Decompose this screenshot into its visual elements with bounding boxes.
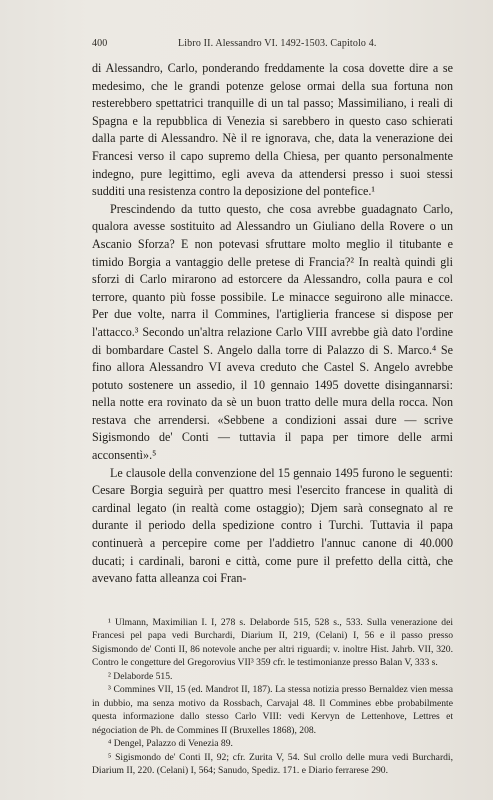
- footnote-2: ² Delaborde 515.: [108, 670, 173, 682]
- running-title: Libro II. Alessandro VI. 1492-1503. Capitolo 4.: [178, 38, 377, 49]
- footnote-5: ⁵ Sigismondo de' Conti II, 92; cfr. Zurita V, 54. Sul crollo delle mura vedi Burchardi, Diarium II, 220. (Celani) I, 564; Sanudo, Spediz. 171. e Diario ferrarese 290.: [92, 751, 453, 777]
- paragraph-1: di Alessandro, Carlo, ponderando freddamente la cosa dovette dire a se medesimo, che le grandi potenze gelose ormai della sua fortuna non resterebbero spettatrici tranquille di un tal passo; Massimiliano, i reali di Spagna e la repubblica di Venezia si sarebbero in questo caso schierati dalla parte di Alessandro. Nè il re ignorava, che, data la venerazione dei Francesi verso il capo supremo della Chiesa, per quanto personalmente indegno, pure legittimo, egli aveva da attendersi presso i suoi stessi sudditi una resistenza contro la deposizione del pontefice.¹: [92, 61, 453, 199]
- main-text: [92, 60, 453, 588]
- paragraph-3: Le clausole della convenzione del 15 gennaio 1495 furono le seguenti: Cesare Borgia seguirà per quattro mesi l'esercito francese in qualità di cardinal legato (in realtà come ostaggio); Djem sarà consegnato al re durante il periodo della spedizione contro i Turchi. Tuttavia il papa continuerà a percepire come per l'addietro l'annuc canone di 40.000 ducati; i cardinali, baroni e città, come pure il prefetto della città, che avevano fatta alleanza coi Fran-: [92, 465, 453, 586]
- footnotes: [92, 616, 453, 778]
- running-head: [92, 38, 453, 60]
- footnote-1: ¹ Ulmann, Maximilian I. I, 278 s. Delaborde 515, 528 s., 533. Sulla venerazione dei Francesi pel papa vedi Burchardi, Diarium II, 219, (Celani) I, 56 e il passo presso Sigismondo de' Conti II, 86 notevole anche per altri riguardi; v. inoltre Hist. Jahrb. VII, 320. Contro le congetture del Gregorovius VII³ 359 cfr. le testimonianze presso Balan V, 333 s.: [92, 616, 453, 669]
- page-number: 400: [92, 38, 108, 49]
- paragraph-2: Prescindendo da tutto questo, che cosa avrebbe guadagnato Carlo, qualora avesse sostituito ad Alessandro un Giuliano della Rovere o un Ascanio Sforza? E non potevasi sfruttare molto meglio il titubante e timido Borgia a vantaggio delle pretese di Francia?² In realtà quindi gli sforzi di Carlo mirarono ad estorcere da Alessandro, colla paura e col terrore, quanto più fosse possibile. Le minacce seguirono alle minacce. Per due volte, narra il Commines, l'artiglieria francese si dispose per l'attacco.³ Secondo un'altra relazione Carlo VIII avrebbe già dato l'ordine di bombardare Castel S. Angelo dalla torre di Palazzo di S. Marco.⁴ Se fino allora Alessandro VI aveva creduto che Castel S. Angelo avrebbe potuto sostenere un assedio, il 10 gennaio 1495 dovette disingannarsi: nella notte era rovinato da sè un buon tratto delle mura della rocca. Non restava che arrendersi. «Sebbene a condizioni assai dure — scrive Sigismondo de' Conti — tuttavia il papa per timore delle armi acconsentì».⁵: [92, 201, 453, 463]
- footnote-4: ⁴ Dengel, Palazzo di Venezia 89.: [108, 738, 233, 750]
- footnote-3: ³ Commines VII, 15 (ed. Mandrot II, 187). La stessa notizia presso Bernaldez vien messa in dubbio, ma senza motivo da Rossbach, Carvajal 48. Il Commines ebbe probabilmente questa informazione dallo stesso Carlo VIII: vedi Kervyn de Lettenhove, Lettres et négociation de Ph. de Commines II (Bruxelles 1868), 208.: [92, 684, 453, 736]
